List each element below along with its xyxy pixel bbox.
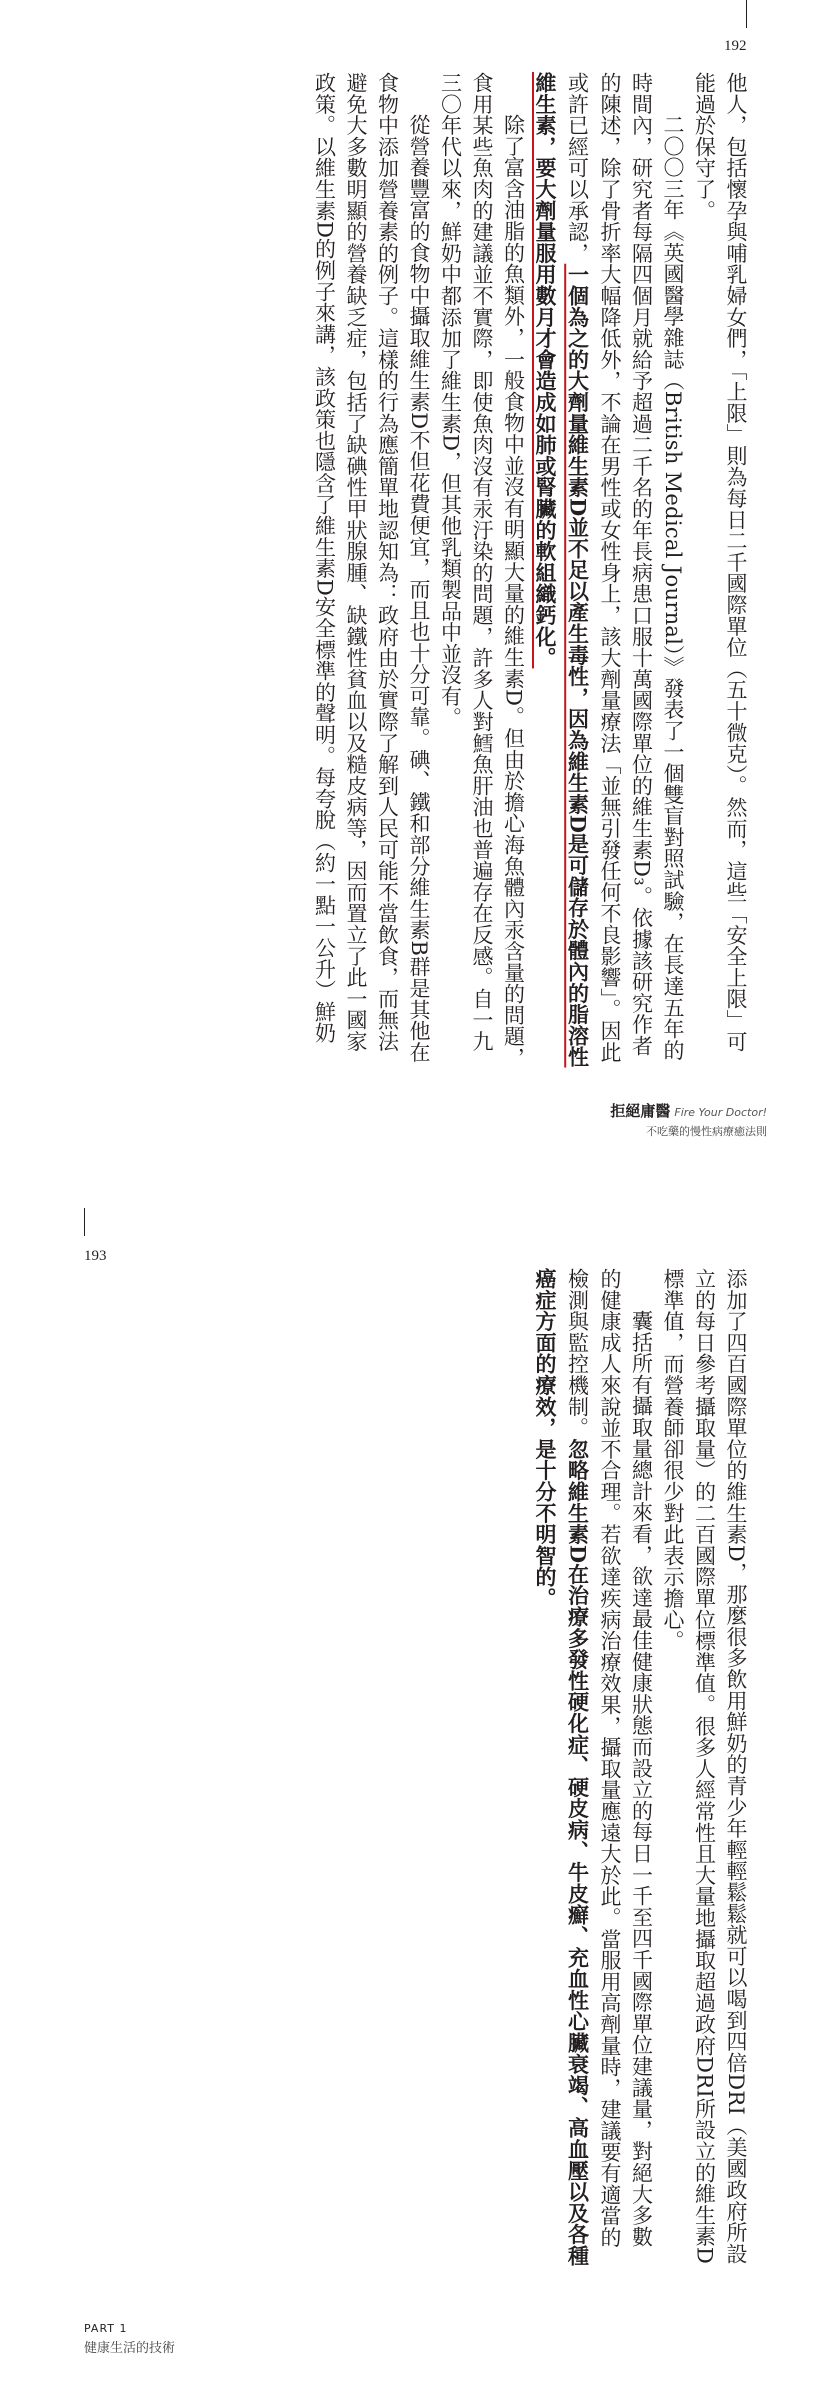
page-193: [0, 1198, 829, 2396]
book-title-english: Fire Your Doctor!: [674, 1106, 767, 1119]
section-title: 健康生活的技術: [84, 2341, 176, 2356]
page-number: 192: [724, 38, 747, 54]
book-title: 拒絕庸醫: [610, 1102, 671, 1120]
text-run: 他人，包括懷孕與哺乳婦女們，「上限」則為每日二千國際單位（五十微克）。然而，這些「安全上限」可能過於保守了。: [692, 72, 748, 1053]
paragraph: [529, 72, 689, 1072]
page-number-tick: [746, 0, 747, 28]
paragraph: [308, 72, 434, 1072]
book-subtitle: 不吃藥的慢性病療癒法則: [646, 1125, 767, 1138]
paragraph: [529, 1268, 657, 2268]
text-run: 添加了四百國際單位的維生素D，那麼很多飲用鮮奶的青少年輕輕鬆鬆就可以喝到四倍DRI（美國政府所設立的每日參考攝取量）的二百國際單位標準值。很多人經常性且大量地攝取超過政府DRI所設立的維生素D標準值，而營養師卻很少對此表示擔心。: [661, 1268, 748, 2265]
paragraph: [434, 72, 529, 1072]
text-run: 囊括所有攝取量總計來看，欲達最佳健康狀態而設立的每日一千至四千國際單位建議量，對絕大多數的健康成人來說並不合理。若欲達疾病治療效果，攝取量應遠大於此。當服用高劑量時，建議要有適當的檢測與監控機制。: [565, 1268, 654, 2248]
part-label: [84, 2322, 175, 2356]
paragraph: [657, 1268, 752, 2268]
page-number: 193: [84, 1248, 107, 1264]
running-footer: [610, 1100, 767, 1139]
bold-text-run: 忽略維生素D在治療多發性硬化症、硬皮病、牛皮癬、充血性心臟衰竭、高血壓以及各種癌症方面的療效，是十分不明智的。: [533, 1268, 591, 2267]
text-run: 從營養豐富的食物中攝取維生素D不但花費便宜，而且也十分可靠。碘、鐵和部分維生素B群是其他在食物中添加營養素的例子。這樣的行為應簡單地認知為：政府由於實際了解到人民可能不當飲食，而無法避免大多數明顯的營養缺乏症，包括了缺碘性甲狀腺腫、缺鐵性貧血以及糙皮病等，因而置立了此一國家政策。以維生素D的例子來講，該政策也隱含了維生素D安全標準的聲明。每夸脫（約一點一公升）鮮奶: [312, 72, 431, 1063]
part-number: PART 1: [84, 2322, 128, 2335]
text-run: 除了富含油脂的魚類外，一般食物中並沒有明顯大量的維生素D。但由於擔心海魚體內汞含量的問題，食用某些魚肉的建議並不實際，即使魚肉沒有汞汙染的問題，許多人對鱈魚肝油也普遍存在反感。自一九三〇年代以來，鮮奶中都添加了維生素D，但其他乳類製品中並沒有。: [438, 72, 526, 1069]
body-text-page-192: [308, 72, 751, 1072]
paragraph: [688, 72, 751, 1072]
page-number-tick: [84, 1208, 85, 1236]
text-run: 二〇〇三年《英國醫學雜誌（British Medical Journal）》發表了一個雙盲對照試驗，在長達五年的時間內，研究者每隔四個月就給予超過二千名的年長病患口服十萬國際單位的維生素D₃。依據該研究作者的陳述，除了骨折率大幅降低外，不論在男性或女性身上，該大劑量療法「並無引發任何不良影響」。因此或許已經可以承認，: [565, 72, 685, 1063]
highlighted-text-run: 一個為之的大劑量維生素D並不足以產生毒性，因為維生素D是可儲存於體內的脂溶性維生素，要大劑量服用數月才會造成如肺或腎臟的軟組織鈣化。: [533, 72, 591, 1068]
body-text-page-193: [529, 1268, 752, 2268]
